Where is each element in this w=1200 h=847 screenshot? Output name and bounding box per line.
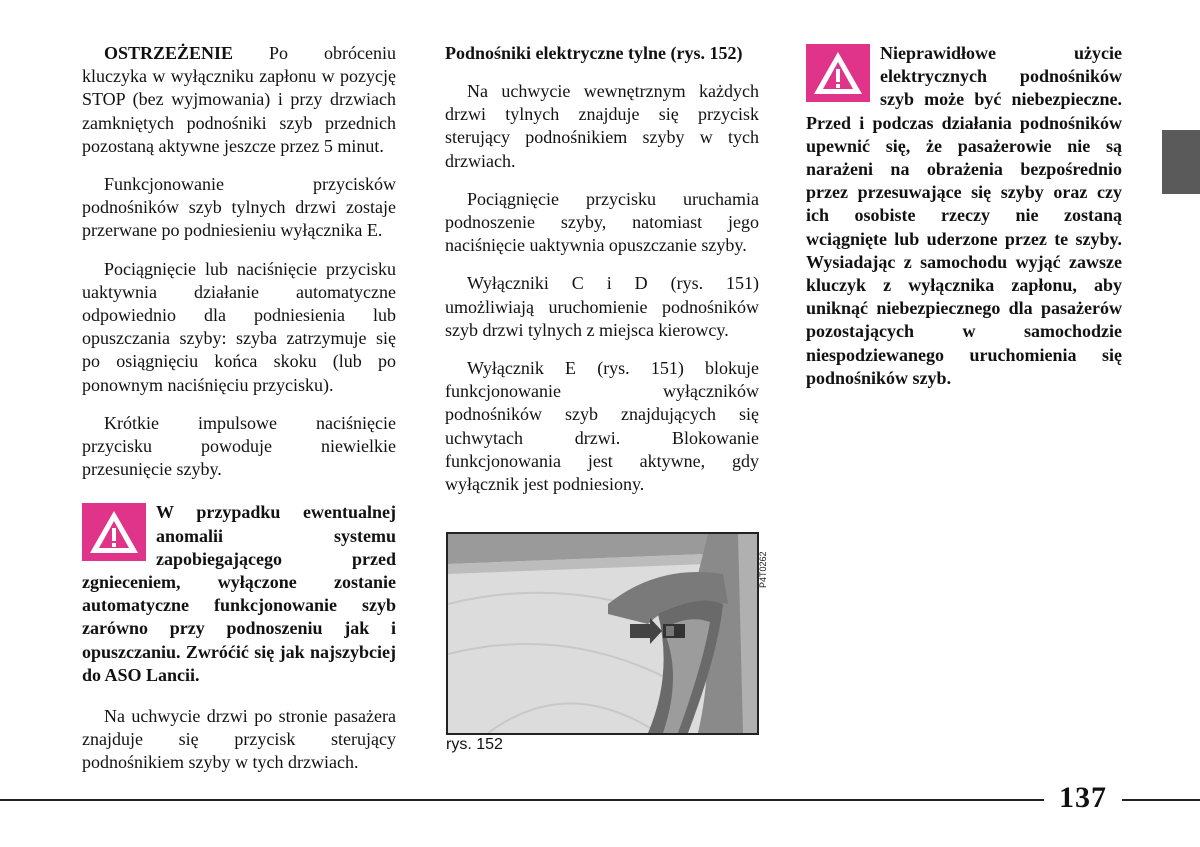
- paragraph: Wyłączniki C i D (rys. 151) umożliwiają uruchomienie podnośników szyb drzwi tylnych z miejsca kierowcy.: [445, 273, 759, 340]
- warning-box: [806, 42, 1122, 390]
- paragraph: Wyłącznik E (rys. 151) blokuje funkcjonowanie wyłączników podnośników szyb znajdujących się uchwytach drzwi. Blokowanie funkcjonowania jest aktywne, gdy wyłącznik jest podniesiony.: [445, 358, 759, 495]
- page-number: 137: [1059, 781, 1107, 814]
- warning-triangle-icon: [806, 44, 870, 102]
- paragraph: Pociągnięcie lub naciśnięcie przycisku uaktywnia działanie automatyczne odpowiednio dla podniesienia lub opuszczania szyby: szyba zatrzymuje się po osiągnięciu końca skoku (lub po ponownym naciśnięciu przycisku).: [82, 258, 396, 395]
- warning-box: [82, 501, 396, 687]
- paragraph: Na uchwycie wewnętrznym każdych drzwi tylnych znajduje się przycisk sterujący podnośnikiem szyby w tych drzwiach.: [445, 81, 759, 171]
- warning-paragraph: [82, 42, 396, 158]
- paragraph: Pociągnięcie przycisku uruchamia podnoszenie szyby, natomiast jego naciśnięcie uaktywnia opuszczanie szyby.: [445, 188, 759, 256]
- door-handle-illustration: [448, 534, 757, 733]
- paragraph: Krótkie impulsowe naciśnięcie przycisku powoduje niewielkie przesunięcie szyby.: [82, 412, 396, 480]
- warning-triangle-icon: [82, 503, 146, 561]
- warning-label: OSTRZEŻENIE: [104, 43, 234, 63]
- right-column: [806, 42, 1122, 405]
- warning-text: Nieprawidłowe użycie elektrycznych podnośników szyb może być niebezpieczne. Przed i podczas działania podnośników upewnić się, że pasażerowie nie są narażeni na obrażenia bezpośrednio przez przesuwające się szyby oraz czy ich osobiste rzeczy nie zostaną wciągnięte lub uderzone przez te szyby. Wysiadając z samochodu wyjąć zawsze kluczyk z wyłącznika zapłonu, aby uniknąć niebezpiecznego dla pasażerów pozostających w samochodzie niespodziewanego uruchomienia się podnośników szyb.: [806, 43, 1122, 388]
- left-column: [82, 42, 396, 790]
- figure-caption: rys. 152: [446, 736, 503, 753]
- warning-text: W przypadku ewentualnej anomalii systemu zapobiegającego przed zgnieceniem, wyłączone zostanie automatyczne funkcjonowanie szyb zarówno przy podnoszeniu jak i opuszczaniu. Zwróćić się jak najszybciej do ASO Lancii.: [82, 502, 396, 685]
- paragraph: Na uchwycie drzwi po stronie pasażera znajduje się przycisk sterujący podnośnikiem szyby w tych drzwiach.: [82, 706, 396, 773]
- footer-rule: [0, 799, 1044, 801]
- figure-door-handle: [446, 532, 759, 735]
- figure-code: P4T0262: [758, 551, 768, 588]
- paragraph-text: Po obróceniu kluczyka w wyłączniku zapłonu w pozycję STOP (bez wyjmowania) i przy drzwiach zamkniętych podnośniki szyb przednich pozostaną aktywne jeszcze przez 5 minut.: [82, 43, 397, 156]
- middle-column: [445, 42, 759, 511]
- section-tab: [1162, 130, 1200, 194]
- paragraph: Funkcjonowanie przycisków podnośników szyb tylnych drzwi zostaje przerwane po podniesieniu wyłącznika E.: [82, 174, 396, 241]
- section-heading: Podnośniki elektryczne tylne (rys. 152): [445, 43, 743, 63]
- footer-rule: [1122, 799, 1200, 801]
